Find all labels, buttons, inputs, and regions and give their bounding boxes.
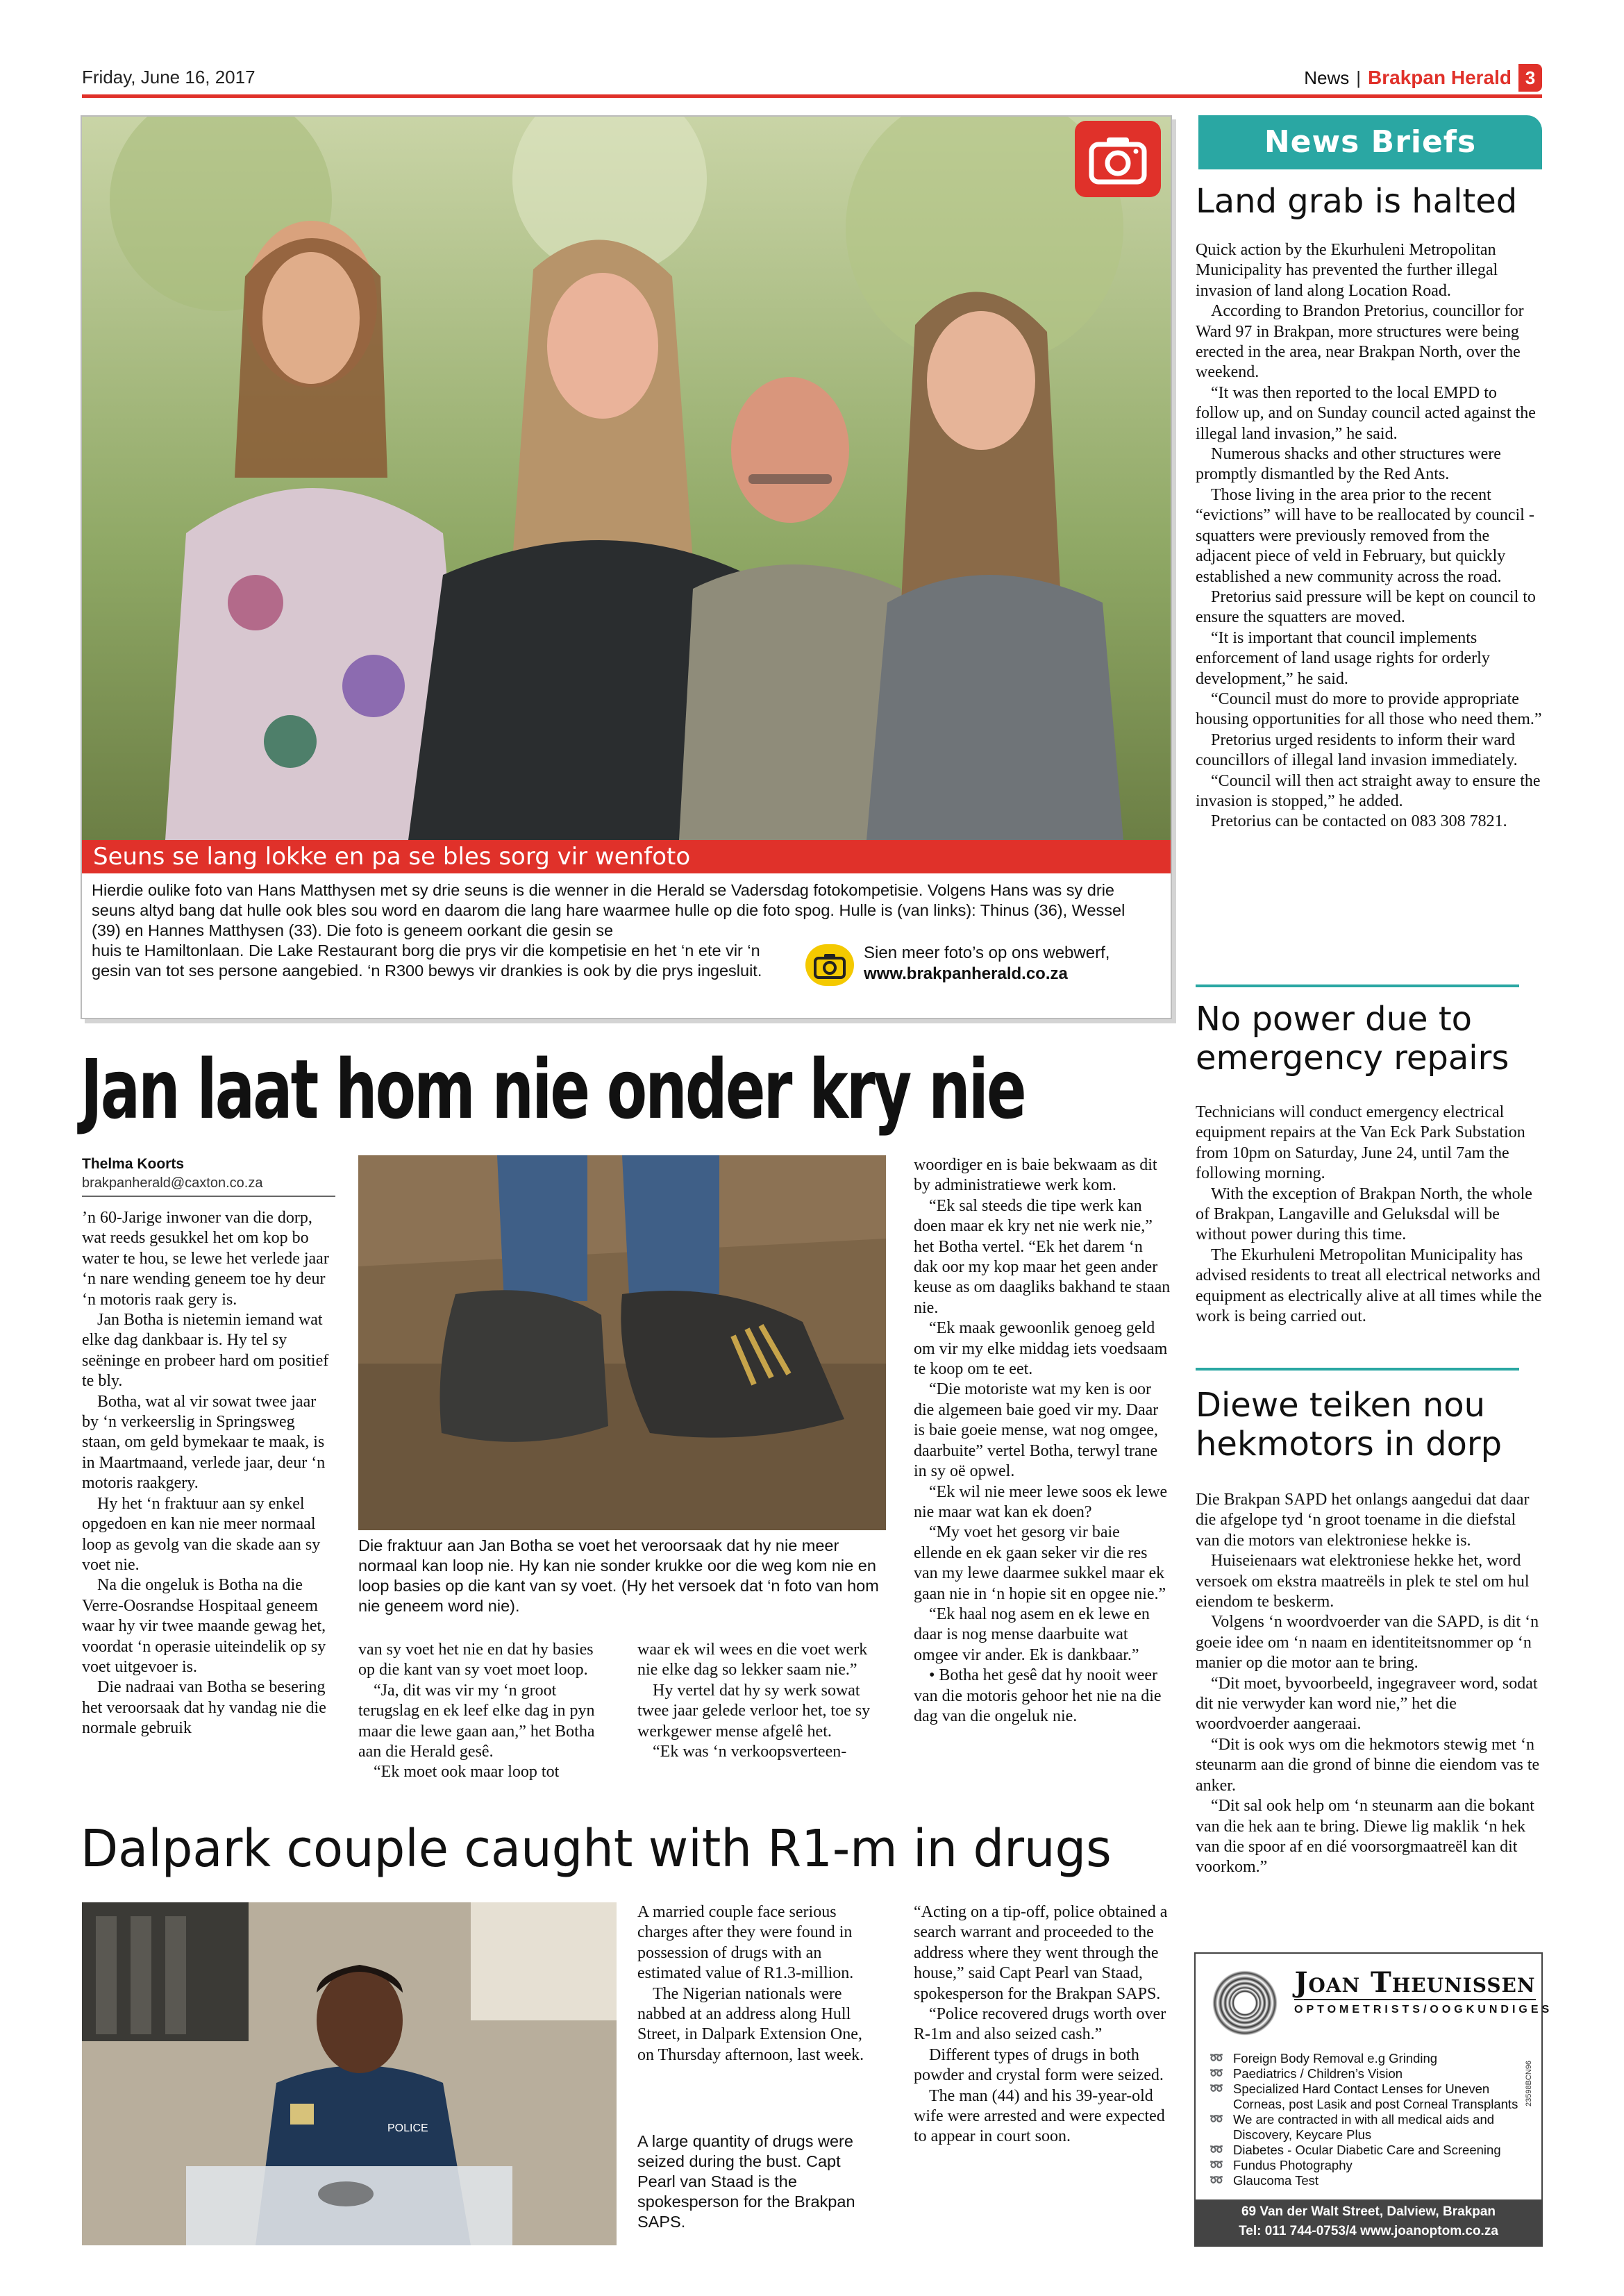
website-promo[interactable] xyxy=(805,943,1166,993)
advert-subtitle: OPTOMETRISTS/OOGKUNDIGES xyxy=(1294,2004,1553,2016)
paragraph: “It is important that council implements enforcement of land usage rights for orderly development,” he said. xyxy=(1196,628,1490,688)
paragraph: “My voet het gesorg vir baie ellende en ek gaan seker vir die res van my lewe daarmee sukkel maar ek gaan nie in ‘n hopie sit en opgee nie.” xyxy=(914,1523,1166,1603)
paragraph: “Acting on a tip-off, police obtained a search warrant and proceeded to the address where they went through the house,” said Capt Pearl van Staad, spokesperson for the Brakpan SAPS. xyxy=(914,1903,1168,2003)
service-item: ➿ Paediatrics / Children’s Vision xyxy=(1209,2066,1529,2081)
paragraph: “Ek sal steeds die tipe werk kan doen maar ek kry net nie werk nie,” het Botha vertel. “Ek het darem ‘n dak oor my kop maar het geen ander keuse as om daagliks bakhand te staan nie. xyxy=(914,1196,1171,1317)
promo-text xyxy=(864,943,1110,984)
paragraph: “Ja, dit was vir my ‘n groot terugslag en ek leef elke dag in pyn maar die lewe gaan aan,” het Botha aan die Herald gesê. xyxy=(358,1681,595,1761)
paragraph: “Dit moet, byvoorbeeld, ingegraveer word, sodat dit nie verwyder kan word nie,” het die woordvoerder aangeraai. xyxy=(1196,1674,1538,1734)
advert-contact[interactable]: Tel: 011 744-0753/4 www.joanoptom.co.za xyxy=(1239,2224,1498,2238)
paragraph: Die nadraai van Botha se besering het veroorsaak dat hy vandag nie die normale gebruik xyxy=(82,1678,326,1738)
advert-name: Joan Theunissen xyxy=(1294,1966,1536,1999)
jan-column-4 xyxy=(914,1155,1171,1727)
service-item: ➿ Foreign Body Removal e.g Grinding xyxy=(1209,2051,1529,2066)
paragraph: The Ekurhuleni Metropolitan Municipality has advised residents to treat all electrical networks and equipment as electrically alive at all times while the work is being carried out. xyxy=(1196,1246,1542,1326)
paragraph: Pretorius can be contacted on 083 308 7821. xyxy=(1211,812,1507,831)
paragraph: The Nigerian nationals were nabbed at an address along Hull Street, in Dalpark Extension One, on Thursday afternoon, last week. xyxy=(637,1984,864,2064)
paragraph: Volgens ‘n woordvoerder van die SAPD, is dit ‘n goeie idee om ‘n naam en identiteitsnommer op ‘n manier op die motor aan te bring. xyxy=(1196,1613,1539,1673)
jan-column-3 xyxy=(637,1640,880,1762)
masthead-strip xyxy=(1304,64,1542,92)
issue-date: Friday, June 16, 2017 xyxy=(82,67,256,87)
photo-caption-cont: huis te Hamiltonlaan. Die Lake Restaurant borg die prys vir die kompetisie en het ‘n ete vir ‘n gesin van tot ses persone aangebied. ‘n R300 bewys vir drankies is ook by die prys ingesluit. xyxy=(92,941,762,980)
paragraph: “Dit sal ook help om ‘n steunarm aan die bokant van die hek aan te bring. Diewe lig maklik ‘n hek van die spoor af en dié voorsorgmaatreël kan dit voorkom.” xyxy=(1196,1797,1534,1877)
paragraph: “Ek wil nie meer lewe soos ek lewe nie maar wat kan ek doen? xyxy=(914,1482,1168,1521)
jan-headline: Jan laat hom nie onder kry nie xyxy=(81,1041,1025,1137)
paragraph: The man (44) and his 39-year-old wife were arrested and were expected to appear in court soon. xyxy=(914,2086,1165,2146)
paragraph: Huiseienaars wat elektroniese hekke het, word versoek om ekstra maatreëls in plek te stel om hul eiendom te beskerm. xyxy=(1196,1552,1530,1611)
brief-body-power xyxy=(1196,1103,1543,1327)
paragraph: A married couple face serious charges after they were found in possession of drugs with an estimated value of R1.3-million. xyxy=(637,1903,854,1983)
brief-divider xyxy=(1196,984,1519,987)
camera-icon xyxy=(805,944,854,986)
paragraph: Die Brakpan SAPD het onlangs aangedui dat daar die afgelope tyd ‘n groot toename in die diefstal van die motors van elektroniese hekke is. xyxy=(1196,1491,1530,1550)
advert-ref-code: 23598BCN96 xyxy=(1525,2060,1533,2106)
feet-photo-caption: Die fraktuur aan Jan Botha se voet het veroorsaak dat hy nie meer normaal kan loop nie. Hy kan nie sonder krukke oor die weg kom nie en loop basies op die kant van sy voet. (Hy het versoek dat ‘n foto van hom nie geneem word nie). xyxy=(358,1536,879,1615)
paragraph: “Council must do more to provide appropriate housing opportunities for all those who need them.” xyxy=(1196,689,1542,729)
photo-story-title: Seuns se lang lokke en pa se bles sorg vir wenfoto xyxy=(82,840,1171,873)
paragraph: “Dit is ook wys om die hekmotors stewig met ‘n steunarm aan die grond of binne die eiendom vas te anker. xyxy=(1196,1735,1540,1795)
paragraph: Hy het ‘n fraktuur aan sy enkel opgedoen en kan nie meer normaal loop as gevolg van die skade aan sy voet nie. xyxy=(82,1494,321,1574)
paragraph: “It was then reported to the local EMPD to follow up, and on Sunday council acted against the illegal land invasion,” he said. xyxy=(1196,383,1536,443)
paragraph: • Botha het gesê dat hy nooit weer van die motoris gehoor het nie na die dag van die ongeluk nie. xyxy=(914,1666,1162,1725)
paragraph: With the exception of Brakpan North, the whole of Brakpan, Langaville and Geluksdal will be without power during this time. xyxy=(1196,1184,1532,1244)
brief-body-land-grab xyxy=(1196,240,1543,832)
page-number: 3 xyxy=(1518,64,1542,92)
paragraph: “Ek haal nog asem en ek lewe en daar is nog mense daarbuite wat omgee vir ander. Ek is dankbaar.” xyxy=(914,1604,1150,1664)
paragraph: “Council will then act straight away to ensure the invasion is stopped,” he added. xyxy=(1196,771,1541,810)
paragraph: Na die ongeluk is Botha na die Verre-Oosrandse Hospitaal geneem waar hy vir twee maande gewag het, voordat ‘n operasie uiteindelik op sy voet uitgevoer is. xyxy=(82,1576,326,1676)
section-label: News xyxy=(1304,67,1350,88)
paragraph: “Police recovered drugs worth over R-1m and also seized cash.” xyxy=(914,2005,1166,2044)
optometrist-advert[interactable] xyxy=(1194,1952,1553,2247)
paragraph: According to Brandon Pretorius, councillor for Ward 97 in Brakpan, more structures were being erected in the area, near Brakpan North, over the weekend. xyxy=(1196,302,1524,382)
dalpark-headline: Dalpark couple caught with R1-m in drugs xyxy=(81,1819,1112,1879)
paragraph: Quick action by the Ekurhuleni Metropolitan Municipality has prevented the further illegal invasion of land along Location Road. xyxy=(1196,241,1498,300)
police-badge-text: POLICE xyxy=(387,2122,428,2134)
paragraph: Those living in the area prior to the recent “evictions” will have to be reallocated by council - squatters were previously removed from the adjacent piece of veld in February, but quickly established a new community across the road. xyxy=(1196,485,1534,586)
dalpark-photo-caption: A large quantity of drugs were seized during the bust. Capt Pearl van Staad is the spokesperson for the Brakpan SAPS. xyxy=(637,2132,855,2231)
advert-services xyxy=(1209,2051,1529,2188)
paragraph: Pretorius urged residents to inform their ward councillors of illegal land invasion immediately. xyxy=(1196,730,1518,770)
paragraph: woordiger en is baie bekwaam as dit by administratiewe werk kom. xyxy=(914,1156,1157,1195)
photo-caption: Hierdie oulike foto van Hans Matthysen met sy drie seuns is die wenner in die Herald se Vadersdag fotokompetisie. Volgens Hans was sy drie seuns altyd bang dat hulle ook bles sou word en daarom die lang hare waarmee hulle op die foto spog. Hulle is (van links): Thinus (36), Wessel (39) en Hannes Matthysen (33). Die foto is geneem oorkant die gesin se xyxy=(92,881,1125,939)
service-item: ➿ Specialized Hard Contact Lenses for Uneven Corneas, post Lasik and post Corneal Transplants xyxy=(1209,2081,1529,2112)
separator: | xyxy=(1356,67,1362,88)
paragraph: Jan Botha is nietemin iemand wat elke dag dankbaar is. Hy tel sy seëninge en probeer hard om positief te bly. xyxy=(82,1311,329,1391)
news-briefs-tab: News Briefs xyxy=(1198,115,1542,169)
paragraph: “Ek maak gewoonlik genoeg geld om vir my elke middag iets voedsaam te koop om te eet. xyxy=(914,1319,1168,1379)
promo-line: Sien meer foto’s op ons webwerf, xyxy=(864,944,1110,962)
jan-column-2 xyxy=(358,1640,601,1783)
advert-contact-bar xyxy=(1196,2199,1541,2245)
brief-title-gate-motors: Diewe teiken nou hekmotors in dorp xyxy=(1196,1386,1502,1464)
service-item: ➿ We are contracted in with all medical aids and Discovery, Keycare Plus xyxy=(1209,2112,1529,2143)
paragraph: ’n 60-Jarige inwoner van die dorp, wat reeds gesukkel het om kop bo water te hou, se lewe het verlede jaar ‘n nare wending geneem toe hy deur ‘n motoris raak gery is. xyxy=(82,1209,329,1309)
byline-author: Thelma Koorts xyxy=(82,1156,185,1172)
brief-divider xyxy=(1196,1368,1519,1371)
service-item: ➿ Fundus Photography xyxy=(1209,2158,1529,2173)
family-photo xyxy=(82,117,1171,840)
dalpark-column-1 xyxy=(637,1902,880,2065)
brief-title-land-grab: Land grab is halted xyxy=(1196,182,1518,221)
paragraph: van sy voet het nie en dat hy basies op die kant van sy voet moet loop. xyxy=(358,1641,594,1679)
service-item: ➿ Diabetes - Ocular Diabetic Care and Screening xyxy=(1209,2143,1529,2158)
paragraph: Different types of drugs in both powder and crystal form were seized. xyxy=(914,2045,1164,2085)
promo-url[interactable]: www.brakpanherald.co.za xyxy=(864,964,1068,983)
police-spokesperson-photo xyxy=(82,1902,617,2245)
iris-logo-icon xyxy=(1204,1962,1286,2044)
paragraph: Numerous shacks and other structures were promptly dismantled by the Red Ants. xyxy=(1196,445,1501,484)
byline-rule xyxy=(82,1196,335,1197)
paragraph: Hy vertel dat hy sy werk sowat twee jaar gelede verloor het, toe sy werkgewer mense afgelê het. xyxy=(637,1681,871,1741)
paragraph: “Ek moet ook maar loop tot xyxy=(374,1763,560,1782)
jan-column-1 xyxy=(82,1208,335,1739)
brief-title-power: No power due to emergency repairs xyxy=(1196,1000,1509,1078)
paper-name: Brakpan Herald xyxy=(1368,67,1512,88)
brief-body-gate-motors xyxy=(1196,1490,1543,1878)
paragraph: “Die motoriste wat my ken is oor die algemeen baie goed vir my. Daar is baie goeie mense, wat nog omgee, daarbuite” vertel Botha, terwyl trane in sy oë opwel. xyxy=(914,1380,1159,1481)
service-item: ➿ Glaucoma Test xyxy=(1209,2173,1529,2188)
advert-address: 69 Van der Walt Street, Dalview, Brakpan xyxy=(1241,2204,1496,2219)
header-rule xyxy=(82,94,1542,98)
paragraph: Pretorius said pressure will be kept on council to ensure the squatters are moved. xyxy=(1196,587,1536,627)
paragraph: “Ek was ‘n verkoopsverteen- xyxy=(653,1743,847,1761)
paragraph: Technicians will conduct emergency electrical equipment repairs at the Van Eck Park Substation from 10pm on Saturday, June 24, until 7am the following morning. xyxy=(1196,1103,1525,1183)
byline-email[interactable]: brakpanherald@caxton.co.za xyxy=(82,1175,263,1191)
camera-icon xyxy=(1075,121,1161,197)
paragraph: Botha, wat al vir sowat twee jaar by ‘n verkeerslig in Springsweg staan, om geld bymekaar te maak, is in Maartmaand, verlede jaar, deur ‘n motoris raakgery. xyxy=(82,1392,326,1493)
dalpark-column-2 xyxy=(914,1902,1172,2147)
feet-photo xyxy=(358,1155,886,1530)
paragraph: waar ek wil wees en die voet werk nie elke dag so lekker saam nie.” xyxy=(637,1641,868,1679)
